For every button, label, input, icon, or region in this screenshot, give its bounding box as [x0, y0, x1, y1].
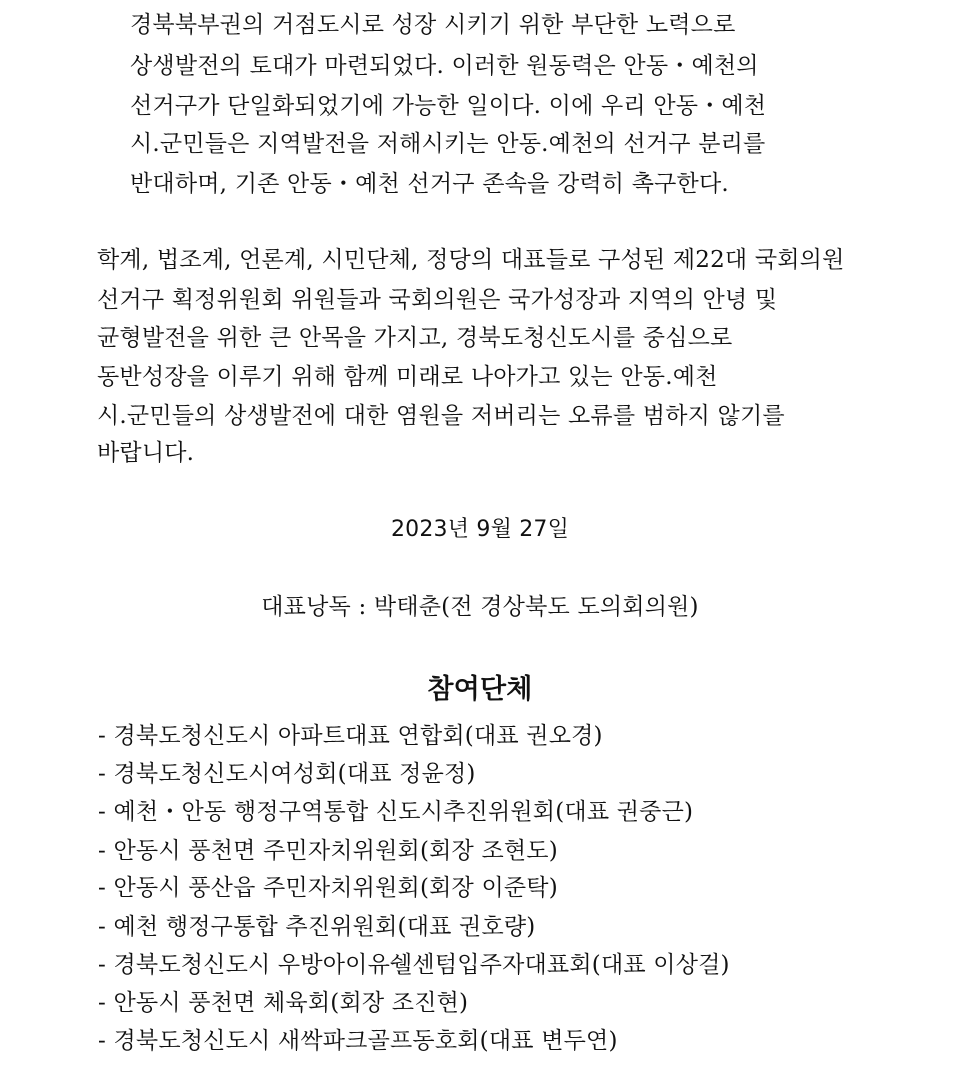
- paragraph-line: 선거구 획정위원회 위원들과 국회의원은 국가성장과 지역의 안녕 및: [97, 287, 778, 313]
- paragraph-line: 선거구가 단일화되었기에 가능한 일이다. 이에 우리 안동・예천: [130, 93, 767, 119]
- list-item: - 안동시 풍천면 체육회(회장 조진현): [98, 990, 469, 1016]
- paragraph-line: 동반성장을 이루기 위해 함께 미래로 나아가고 있는 안동.예천: [97, 364, 718, 390]
- list-item: - 안동시 풍산읍 주민자치위원회(회장 이준탁): [98, 875, 558, 901]
- participating-orgs-title: 참여단체: [427, 674, 533, 705]
- paragraph-line: 바랍니다.: [97, 440, 195, 466]
- list-item: - 경북도청신도시 아파트대표 연합회(대표 권오경): [98, 723, 603, 749]
- list-item: - 경북도청신도시여성회(대표 정윤정): [98, 761, 476, 787]
- representative-reader: 대표낭독 : 박태춘(전 경상북도 도의회의원): [261, 594, 699, 620]
- paragraph-line: 반대하며, 기존 안동・예천 선거구 존속을 강력히 촉구한다.: [130, 171, 729, 197]
- paragraph-line: 시.군민들의 상생발전에 대한 염원을 저버리는 오류를 범하지 않기를: [97, 403, 785, 429]
- list-item: - 경북도청신도시 우방아이유쉘센텀입주자대표회(대표 이상걸): [98, 952, 730, 978]
- paragraph-line: 시.군민들은 지역발전을 저해시키는 안동.예천의 선거구 분리를: [130, 131, 766, 157]
- statement-date: 2023년 9월 27일: [390, 517, 570, 542]
- paragraph-line: 상생발전의 토대가 마련되었다. 이러한 원동력은 안동・예천의: [130, 53, 759, 79]
- list-item: - 예천 행정구통합 추진위원회(대표 권호량): [98, 914, 536, 940]
- list-item: - 안동시 풍천면 주민자치위원회(회장 조현도): [98, 838, 558, 864]
- list-item: - 경북도청신도시 새싹파크골프동호회(대표 변두연): [98, 1028, 618, 1054]
- paragraph-line: 경북북부권의 거점도시로 성장 시키기 위한 부단한 노력으로: [130, 12, 736, 38]
- list-item: - 예천・안동 행정구역통합 신도시추진위원회(대표 권중근): [98, 799, 694, 825]
- paragraph-line: 균형발전을 위한 큰 안목을 가지고, 경북도청신도시를 중심으로: [97, 325, 733, 351]
- paragraph-line: 학계, 법조계, 언론계, 시민단체, 정당의 대표들로 구성된 제22대 국회의원: [97, 247, 845, 273]
